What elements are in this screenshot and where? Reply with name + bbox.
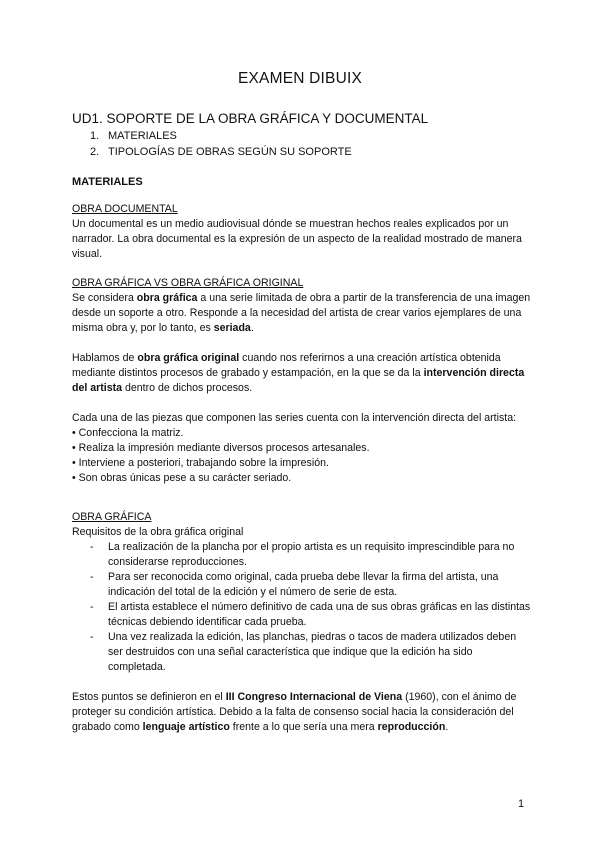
toc-number: 1. [90,130,100,142]
list-item [72,600,532,630]
toc-number: 2. [90,146,100,158]
page-number: 1 [518,798,525,810]
requirements-list [72,540,532,675]
list-item-text: Una vez realizada la edición, las planchas, piedras o tacos de madera utilizados deben ser destruidos con una señal característica que indique que la edición ha sido completada. [108,631,517,673]
toc-item [90,144,352,160]
dash-marker: - [90,631,94,643]
table-of-contents [90,128,352,160]
text-run: Estos puntos se definieron en el [72,691,226,703]
text-run: (1960), con el ánimo de proteger su condición artística. Debido a la falta de consenso social hacia la consideración del grabado como [72,691,517,733]
bullet-list [72,426,532,486]
paragraph: Requisitos de la obra gráfica original [72,526,244,538]
page-title: EXAMEN DIBUIX [237,70,363,87]
subheading-grafica-vs-original: OBRA GRÁFICA VS OBRA GRÁFICA ORIGINAL [72,277,304,289]
paragraph [72,351,532,396]
list-item [72,540,532,570]
text-run: a una serie limitada de obra a partir de la transferencia de una imagen desde un soporte a otro. Responde a la necesidad del artista de crear varios ejemplares de una misma obra y, por lo tanto, es [72,292,531,334]
obra-documental-section [72,202,532,262]
dash-marker: - [90,601,94,613]
text-run: . [250,322,254,334]
bold-term: intervención directa del artista [72,367,525,394]
list-item-text: La realización de la plancha por el propio artista es un requisito imprescindible para no considerarse reproducciones. [108,541,515,568]
bold-term: obra gráfica [136,292,198,304]
text-run: cuando nos referirnos a una creación artística obtenida mediante distintos procesos de grabado y estampación, en la que se da la [72,352,501,379]
section-heading: MATERIALES [72,176,143,188]
list-item [72,570,532,600]
text-run: Se considera [72,292,137,304]
bold-term: seriada [213,322,251,334]
toc-item [90,128,352,144]
list-item: • Realiza la impresión mediante diversos procesos artesanales. [72,442,370,454]
list-item: • Son obras únicas pese a su carácter seriado. [72,472,292,484]
grafica-vs-original-section [72,276,532,486]
closing-paragraph [72,690,532,735]
text-run: frente a lo que sería una mera [229,721,378,733]
bold-term: reproducción [377,721,446,733]
list-item: • Interviene a posteriori, trabajando sobre la impresión. [72,457,329,469]
toc-label: MATERIALES [108,130,177,142]
subheading-obra-documental: OBRA DOCUMENTAL [72,203,178,215]
paragraph: Cada una de las piezas que componen las series cuenta con la intervención directa del artista: [72,412,517,424]
list-item: • Confecciona la matriz. [72,427,184,439]
dash-marker: - [90,571,94,583]
list-item [72,630,532,675]
list-item-text: Para ser reconocida como original, cada prueba debe llevar la firma del artista, una indicación del total de la edición y el número de serie de esta. [108,571,499,598]
subheading-obra-grafica: OBRA GRÁFICA [72,511,152,523]
text-run: Hablamos de [72,352,138,364]
bold-term: III Congreso Internacional de Viena [225,691,403,703]
paragraph [72,291,532,336]
list-item-text: El artista establece el número definitivo de cada una de sus obras gráficas en las distintas técnicas debiendo identificar cada prueba. [108,601,531,628]
text-run: . [445,721,449,733]
dash-marker: - [90,541,94,553]
text-run: dentro de dichos procesos. [122,382,253,394]
bold-term: lenguaje artístico [142,721,230,733]
toc-label: TIPOLOGÍAS DE OBRAS SEGÚN SU SOPORTE [108,146,352,158]
unit-heading: UD1. SOPORTE DE LA OBRA GRÁFICA Y DOCUMENTAL [72,111,429,126]
obra-grafica-section [72,510,532,735]
bold-term: obra gráfica original [137,352,240,364]
paragraph: Un documental es un medio audiovisual dónde se muestran hechos reales explicados por un narrador. La obra documental es la expresión de un aspecto de la realidad mostrado de manera visual. [72,218,522,260]
